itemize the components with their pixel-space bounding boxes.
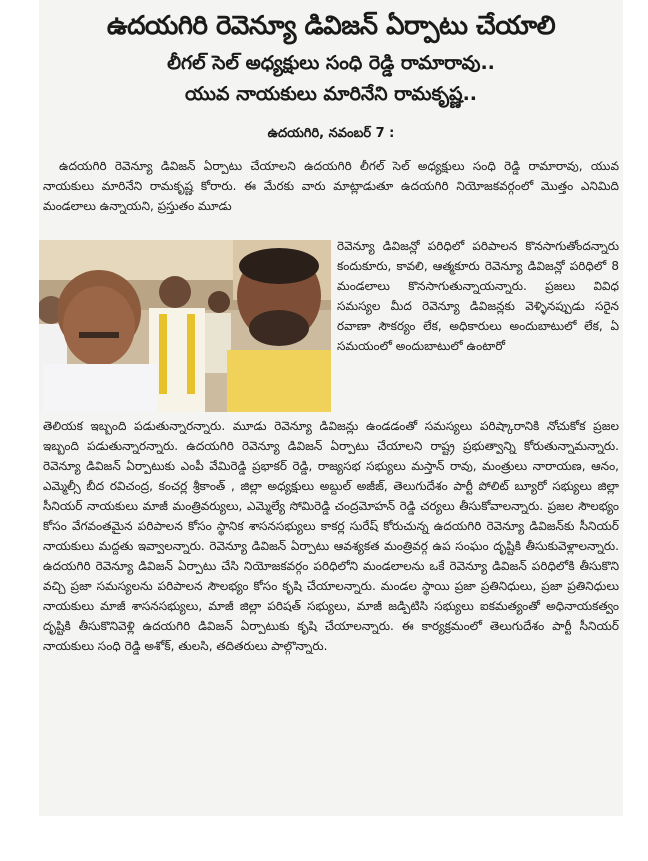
subheadline-legal-cell: లీగల్ సెల్ అధ్యక్షులు సంధి రెడ్డి రామారావు.. (167, 52, 495, 74)
leaders-photo (39, 240, 331, 412)
article-paragraph-side: రెవెన్యూ డివిజన్లో పరిధిలో పరిపాలన కొనసాగుతోందన్నారు కందుకూరు, కావలి, ఆత్మకూరు రెవెన్యూ డివిజన్లో పరిధిలో 8 మండలాలు కొనసాగుతున్నాయన్నారు. ప్రజలు వివిధ సమస్యల మీద రెవెన్యూ డివిజన్లకు వెళ్ళినప్పుడు సరైన రవాణా సౌకర్యం లేక, అధికారులు అందుబాటులో లేక, ఏ సమయంలో అందుబాటులో ఉంటారో (337, 239, 619, 353)
headline: ఉదయగిరి రెవెన్యూ డివిజన్ ఏర్పాటు చేయాలి (106, 11, 556, 41)
article-paragraph-intro: ఉదయగిరి రెవెన్యూ డివిజన్ ఏర్పాటు చేయాలని ఉదయగిరి లీగల్ సెల్ అధ్యక్షులు సంధి రెడ్డి రామారావు, యువ నాయకులు మారినేని రామకృష్ణ కోరారు. ఈ మేరకు వారు మాట్లాడుతూ ఉదయగిరి నియోజకవర్గంలో మొత్తం ఎనిమిది మండలాలు ఉన్నాయని, ప్రస్తుతం మూడు (43, 159, 619, 213)
dateline: ఉదయగిరి, నవంబర్ 7 : (267, 126, 395, 141)
news-clipping (39, 0, 623, 816)
article-paragraph-body: తెలియక ఇబ్బంది పడుతున్నారన్నారు. మూడు రెవెన్యూ డివిజన్లు ఉండడంతో సమస్యలు పరిష్కారానికి నోచుకోక ప్రజల ఇబ్బంది పడుతున్నారన్నారు. ఉదయగిరి రెవెన్యూ డివిజన్ ఏర్పాటు చేయాలని రాష్ట్ర ప్రభుత్వాన్ని కోరుతున్నామన్నారు. రెవెన్యూ డివిజన్ ఏర్పాటుకు ఎంపీ వేమిరెడ్డి ప్రభాకర్ రెడ్డి, రాజ్యసభ సభ్యులు మస్తాన్ రావు, మంత్రులు నారాయణ, ఆనం, ఎమ్మెల్సీ బీద రవిచంద్ర, కంచర్ల శ్రీకాంత్ , జిల్లా అధ్యక్షులు అబ్దుల్ అజీజ్, తెలుగుదేశం పార్టీ పోలిట్ బ్యూరో సభ్యులు జిల్లా సీనియర్ నాయకులు మాజీ మంత్రివర్యులు, ఎమ్మెల్యే సోమిరెడ్డి చంద్రమోహన్ రెడ్డి చర్యలు తీసుకోవాలన్నారు. ప్రజల సౌలభ్యం కోసం వేగవంతమైన పరిపాలన కోసం స్థానిక శాసనసభ్యులు కాకర్ల సురేష్ కోరుచున్న ఉదయగిరి రెవెన్యూ డివిజన్‌కు సీనియర్ నాయకులు మద్దతు ఇవ్వాలన్నారు. రెవెన్యూ డివిజన్ ఏర్పాటు ఆవశ్యకత మంత్రివర్గ ఉప సంఘం దృష్టికి తీసుకువెళ్లాలన్నారు. ఉదయగిరి రెవెన్యూ డివిజన్ ఏర్పాటు చేసి నియోజకవర్గం పరిధిలోని మండలాలను ఒకే రెవెన్యూ డివిజన్ పరిధిలోకి తీసుకొని వచ్చి ప్రజా సమస్యలను పరిపాలన సౌలభ్యం కోసం కృషి చేయాలన్నారు. మండల స్థాయి ప్రజా ప్రతినిధులు, ప్రజా ప్రతినిధులు నాయకులు మాజీ శాసనసభ్యులు, మాజీ జిల్లా పరిషత్ సభ్యులు, మాజీ జడ్పిటిసి సభ్యులు ఐకమత్యంతో అధినాయకత్వం దృష్టికి తీసుకొనివెళ్లి ఉదయగిరి డివిజన్ ఏర్పాటుకు కృషి చేయాలన్నారు. ఈ కార్యక్రమంలో తెలుగుదేశం పార్టీ సీనియర్ నాయకులు సంధి రెడ్డి అశోక్, తులసి, తదితరులు పాల్గొన్నారు. (43, 419, 619, 653)
subheadline-youth-leader: యువ నాయకులు మారినేని రామకృష్ణ.. (184, 83, 478, 105)
